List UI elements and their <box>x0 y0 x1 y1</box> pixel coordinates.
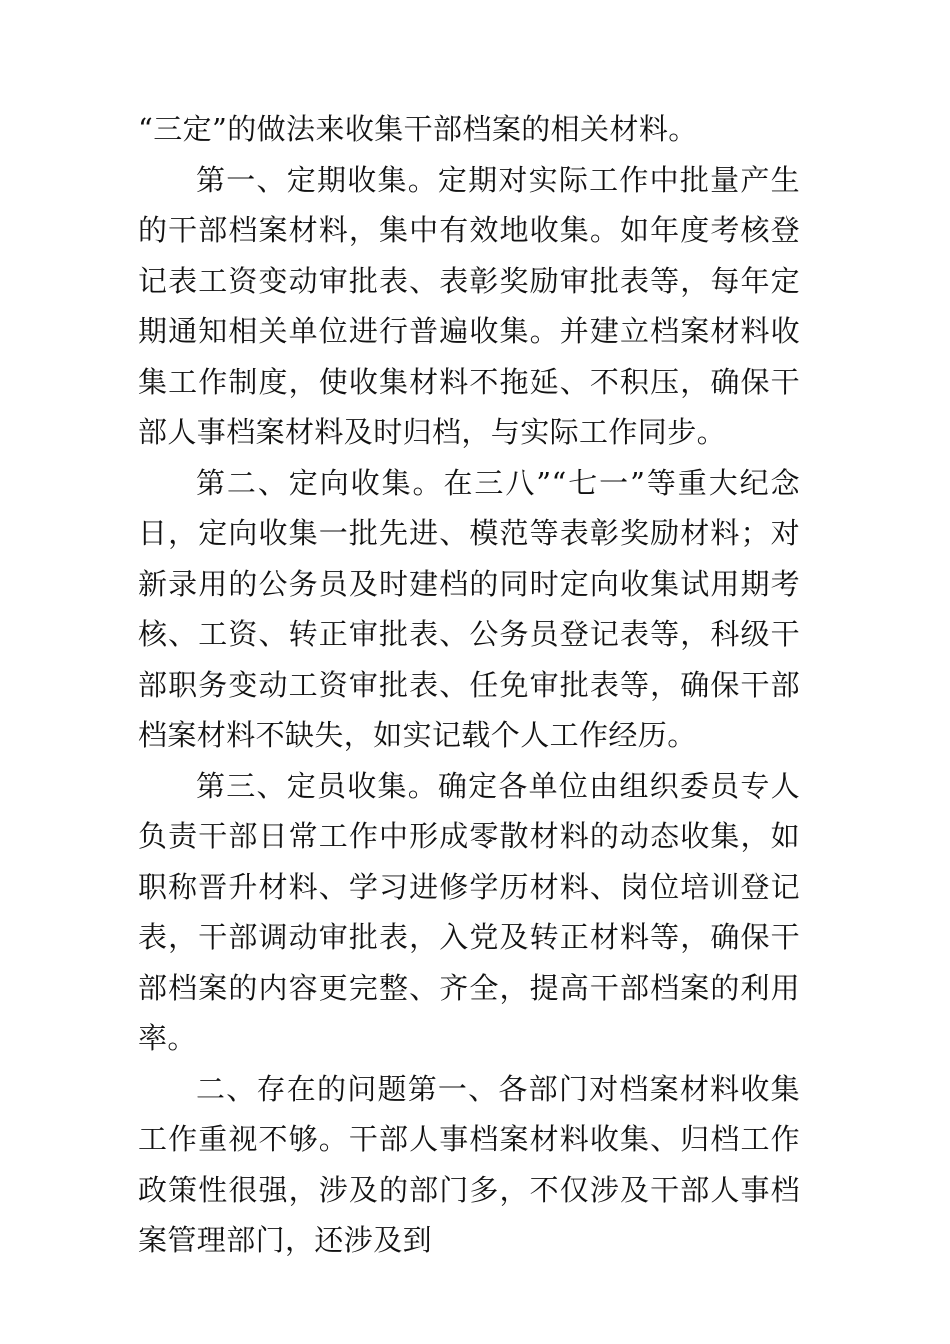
paragraph-periodic-collection: 第一、定期收集。定期对实际工作中批量产生的干部档案材料，集中有效地收集。如年度考核登记表工资变动审批表、表彰奖励审批表等，每年定期通知相关单位进行普遍收集。并建立档案材料收集工作制度，使收集材料不拖延、不积压，确保干部人事档案材料及时归档，与实际工作同步。 <box>138 162 800 449</box>
paragraph-directed-collection: 第二、定向收集。在三八”“七一”等重大纪念日，定向收集一批先进、模范等表彰奖励材料；对新录用的公务员及时建档的同时定向收集试用期考核、工资、转正审批表、公务员登记表等，科级干部职务变动工资审批表、任免审批表等，确保干部档案材料不缺失，如实记载个人工作经历。 <box>138 465 800 752</box>
paragraph-intro-continuation: “三定”的做法来收集干部档案的相关材料。 <box>138 112 698 146</box>
paragraph-staff-collection: 第三、定员收集。确定各单位由组织委员专人负责干部日常工作中形成零散材料的动态收集，如职称晋升材料、学习进修学历材料、岗位培训登记表，干部调动审批表，入党及转正材料等，确保干部档案的内容更完整、齐全，提高干部档案的利用率。 <box>138 768 800 1055</box>
document-body <box>138 104 800 1266</box>
paragraph-existing-problems: 二、存在的问题第一、各部门对档案材料收集工作重视不够。干部人事档案材料收集、归档工作政策性很强，涉及的部门多，不仅涉及干部人事档案管理部门，还涉及到 <box>138 1071 800 1257</box>
